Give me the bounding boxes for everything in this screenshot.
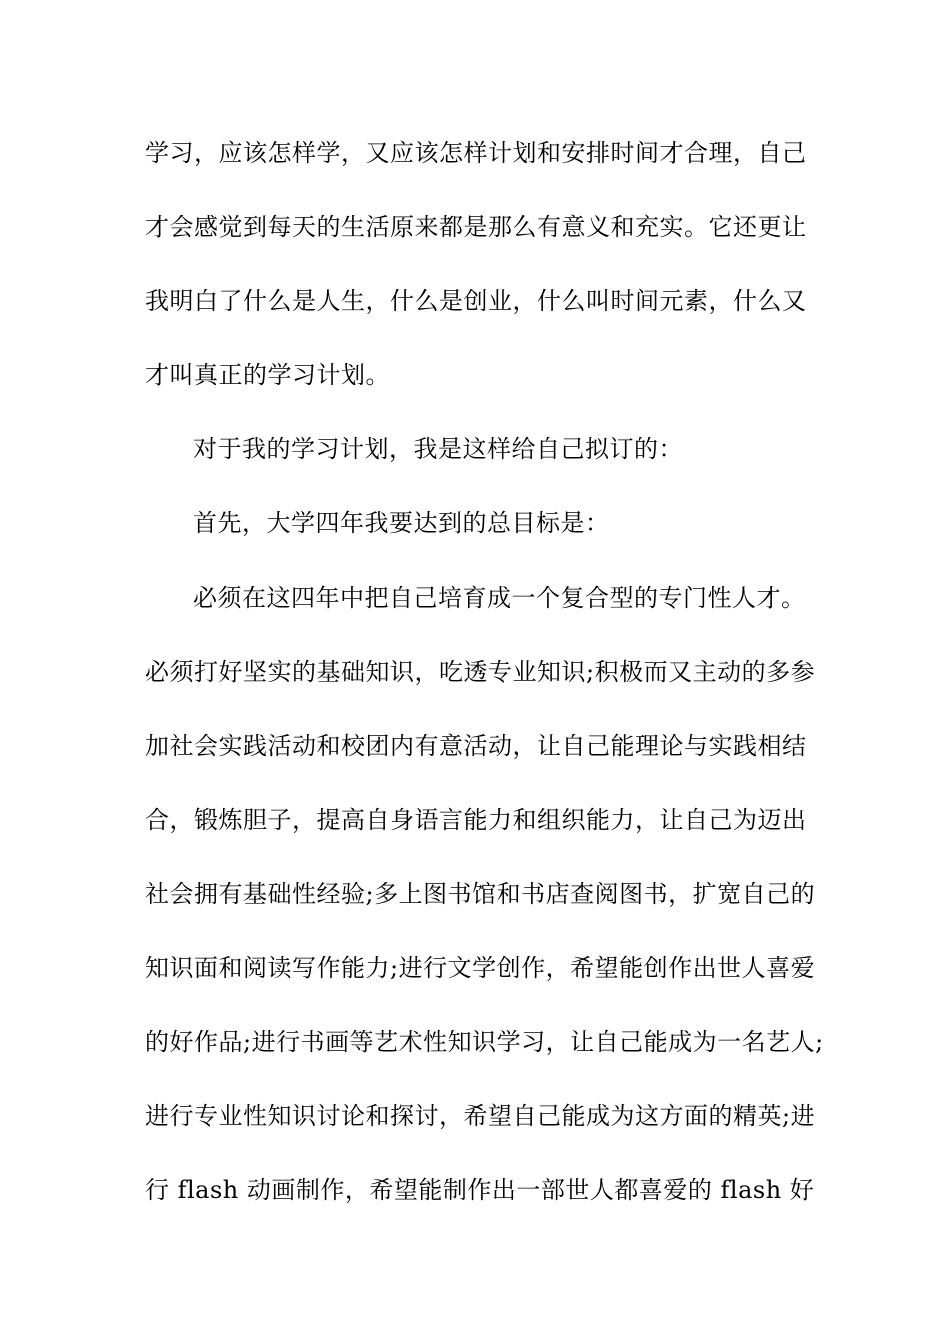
text-line-2: 才会感觉到每天的生活原来都是那么有意义和充实。它还更让 <box>145 213 807 241</box>
paragraph-goal-start: 必须在这四年中把自己培育成一个复合型的专门性人才。 <box>193 584 806 612</box>
text-line-11: 社会拥有基础性经验;多上图书馆和书店查阅图书，扩宽自己的 <box>145 880 816 908</box>
text-line-4: 才叫真正的学习计划。 <box>145 361 390 389</box>
text-line-12: 知识面和阅读写作能力;进行文学创作，希望能创作出世人喜爱 <box>145 954 816 982</box>
text-line-1: 学习，应该怎样学，又应该怎样计划和安排时间才合理，自己 <box>145 139 807 167</box>
text-line-8: 必须打好坚实的基础知识，吃透专业知识;积极而又主动的多参 <box>145 658 816 686</box>
text-line-9: 加社会实践活动和校团内有意活动，让自己能理论与实践相结 <box>145 732 807 760</box>
paragraph-goal-intro: 首先，大学四年我要达到的总目标是： <box>193 509 610 537</box>
text-line-3: 我明白了什么是人生，什么是创业，什么叫时间元素，什么又 <box>145 287 807 315</box>
text-line-13: 的好作品;进行书画等艺术性知识学习，让自己能成为一名艺人; <box>145 1028 824 1056</box>
text-line-10: 合，锻炼胆子，提高自身语言能力和组织能力，让自己为迈出 <box>145 806 807 834</box>
paragraph-plan-intro: 对于我的学习计划，我是这样给自己拟订的： <box>193 435 683 463</box>
text-line-14: 进行专业性知识讨论和探讨，希望自己能成为这方面的精英;进 <box>145 1102 816 1130</box>
text-line-15: 行 flash 动画制作，希望能制作出一部世人都喜爱的 flash 好 <box>145 1176 815 1204</box>
